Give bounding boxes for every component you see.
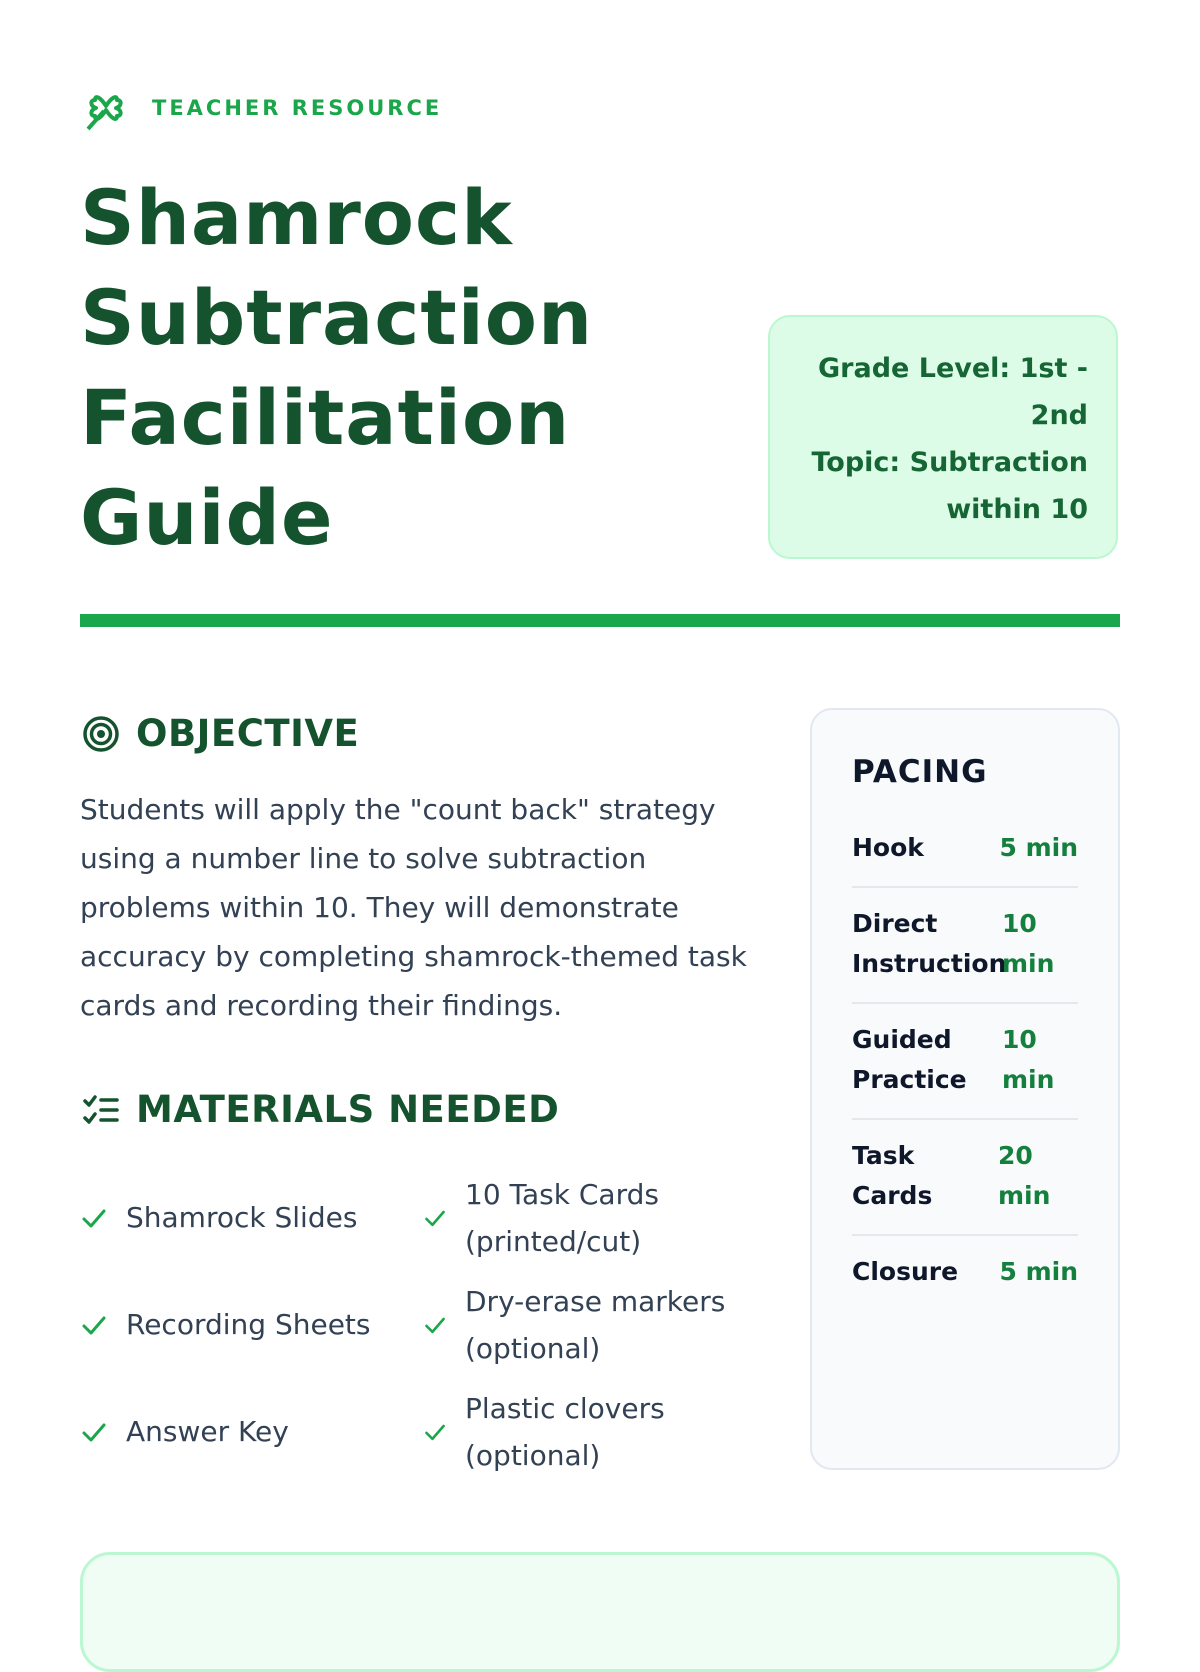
pacing-time: 5 min bbox=[999, 1257, 1078, 1286]
pacing-label: Closure bbox=[852, 1257, 959, 1286]
materials-heading bbox=[82, 1088, 559, 1131]
bottom-panel bbox=[80, 1552, 1120, 1672]
materials-title: MATERIALS NEEDED bbox=[136, 1088, 560, 1131]
pacing-label: Hook bbox=[852, 833, 924, 862]
check-icon bbox=[423, 1313, 447, 1337]
pacing-card bbox=[810, 708, 1120, 1470]
pacing-label: Direct Instruction bbox=[852, 909, 1007, 978]
materials-list bbox=[80, 1164, 770, 1485]
check-icon bbox=[423, 1420, 447, 1444]
pacing-row bbox=[852, 1120, 1078, 1236]
material-label: 10 Task Cards (printed/cut) bbox=[465, 1177, 659, 1258]
checklist-icon bbox=[82, 1091, 120, 1129]
check-icon bbox=[80, 1204, 108, 1232]
pacing-row bbox=[852, 812, 1078, 888]
pacing-row bbox=[852, 888, 1078, 1004]
pacing-row bbox=[852, 1004, 1078, 1120]
eyebrow-label: TEACHER RESOURCE bbox=[152, 96, 443, 120]
pacing-time: 10 min bbox=[1002, 909, 1055, 978]
header-divider bbox=[80, 614, 1120, 627]
objective-title: OBJECTIVE bbox=[136, 712, 360, 755]
grade-level: Grade Level: 1st - 2nd bbox=[818, 353, 1088, 431]
pacing-label: Task Cards bbox=[852, 1141, 933, 1210]
topic: Topic: Subtraction within 10 bbox=[811, 447, 1088, 525]
list-item bbox=[80, 1271, 423, 1378]
pacing-title: PACING bbox=[852, 754, 988, 790]
pacing-time: 10 min bbox=[1002, 1025, 1055, 1094]
list-item bbox=[80, 1164, 423, 1271]
pacing-time: 5 min bbox=[999, 833, 1078, 862]
page-title: Shamrock Subtraction Facilitation Guide bbox=[80, 173, 594, 562]
check-icon bbox=[80, 1311, 108, 1339]
grade-topic-badge bbox=[768, 315, 1118, 559]
pacing-label: Guided Practice bbox=[852, 1025, 967, 1094]
material-label: Plastic clovers (optional) bbox=[465, 1391, 665, 1472]
pacing-time: 20 min bbox=[998, 1141, 1051, 1210]
target-icon bbox=[82, 715, 120, 753]
pacing-row bbox=[852, 1236, 1078, 1310]
list-item bbox=[423, 1164, 770, 1271]
list-item bbox=[80, 1378, 423, 1485]
eyebrow bbox=[82, 84, 442, 132]
objective-text: Students will apply the "count back" strategy using a number line to solve subtraction problems within 10. They will demonstrate accuracy by completing shamrock-themed task cards and recording their findings. bbox=[80, 793, 747, 1022]
list-item bbox=[423, 1271, 770, 1378]
objective-heading bbox=[82, 712, 359, 755]
material-label: Answer Key bbox=[126, 1415, 289, 1448]
clover-icon bbox=[82, 84, 130, 132]
material-label: Shamrock Slides bbox=[126, 1201, 358, 1234]
list-item bbox=[423, 1378, 770, 1485]
check-icon bbox=[80, 1418, 108, 1446]
material-label: Recording Sheets bbox=[126, 1308, 371, 1341]
material-label: Dry-erase markers (optional) bbox=[465, 1284, 726, 1365]
check-icon bbox=[423, 1206, 447, 1230]
